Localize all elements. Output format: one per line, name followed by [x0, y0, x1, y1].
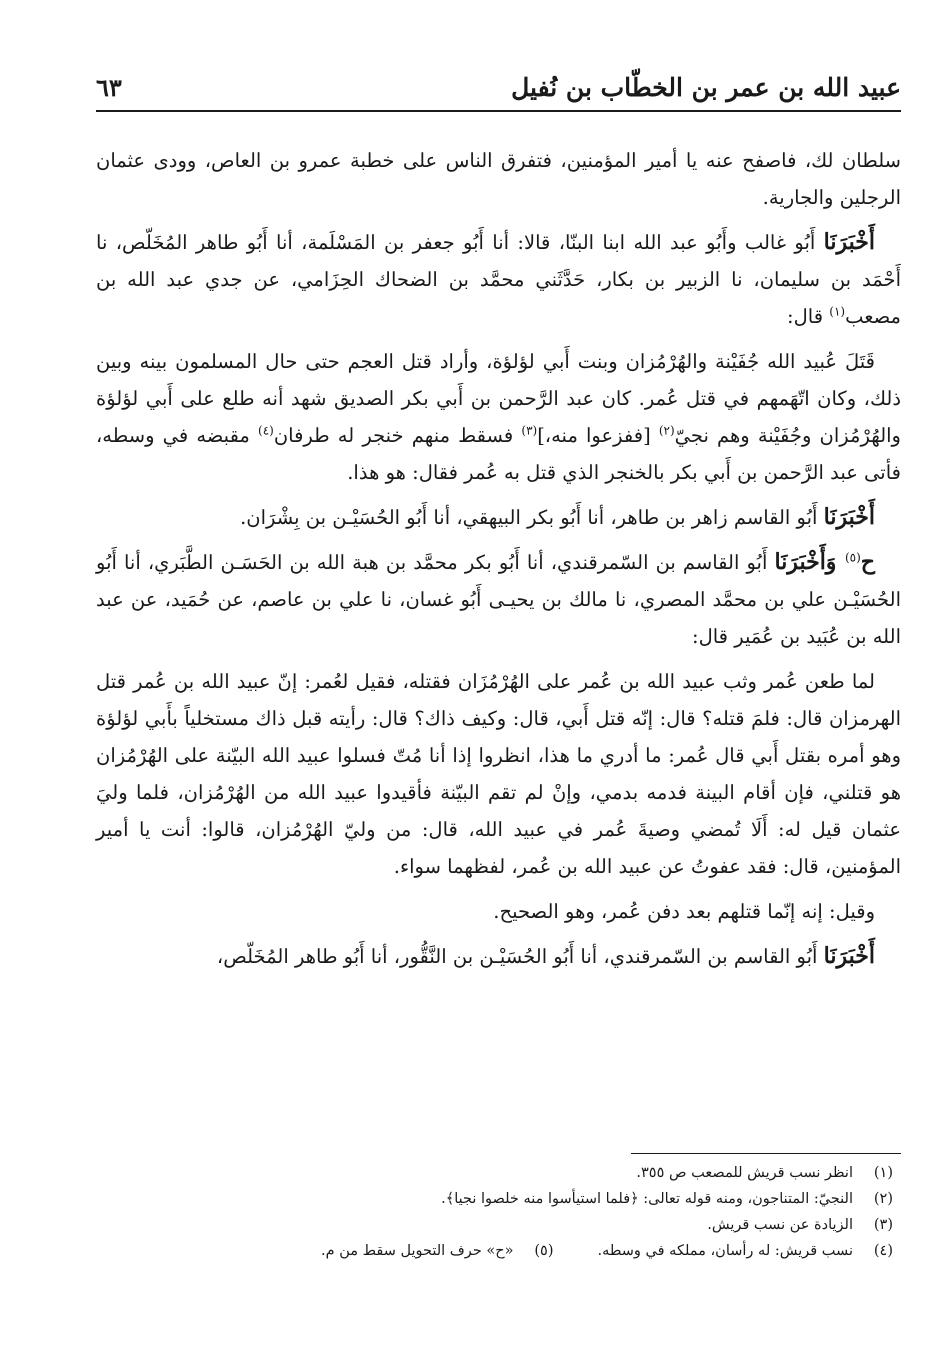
tahwil-mark: ح — [860, 549, 875, 575]
footnote-rule — [631, 1153, 901, 1154]
paragraph — [96, 893, 901, 930]
footnote-item — [598, 1238, 894, 1264]
isnad-lead: أَخْبَرَنَا — [823, 229, 875, 255]
paragraph-text: قال: — [787, 305, 830, 328]
footnotes — [96, 1160, 893, 1264]
paragraph-text: مقبضه في وسطه، فأتى عبد الرَّحمن بن أَبي بكر بالخنجر الذي قتل به عُمر فقال: هو هذا. — [96, 424, 901, 484]
isnad-lead: أَخْبَرَنَا — [823, 504, 875, 530]
footnote-ref[interactable]: (١) — [829, 304, 846, 319]
footnote-text: نسب قريش: له رأسان، مملكه في وسطه. — [597, 1243, 853, 1259]
paragraph-text: فسقط منهم خنجر له طرفان — [273, 424, 522, 447]
footnote-ref[interactable]: (٥) — [844, 550, 861, 565]
page-number: ٦٣ — [96, 73, 122, 102]
footnote-row — [96, 1238, 893, 1264]
paragraph-text: [ففزعوا منه،] — [537, 424, 659, 447]
footnote-ref[interactable]: (٣) — [521, 423, 538, 438]
paragraph-text: أَبُو القاسم بن السّمرقندي، أنا أَبُو الحُسَيْـن بن النَّقُّور، أنا أَبُو طاهر المُخَلّص، — [216, 945, 824, 968]
footnote-item — [321, 1238, 553, 1264]
paragraph — [96, 343, 901, 491]
paragraph-text: سلطان لك، فاصفح عنه يا أمير المؤمنين، فتفرق الناس على خطبة عمرو بن العاص، وودى عثمان الرجلين والجارية. — [96, 149, 901, 209]
paragraph-text: قَتَلَ عُبيد الله جُفَيْنة والهُرْمُزان وبنت أَبي لؤلؤة، وأراد قتل العجم حتى حال المسلمون بينه وبين ذلك، وكان اتّهَمهم في قتل عُمر. كان عبد الرَّحمن بن أَبي بكر الصديق شهد أنه طلع على أَبي لؤلؤة والهُرْمُزان وجُفَيْنة وهم نجيّ — [96, 350, 901, 447]
footnote-ref[interactable]: (٢) — [658, 423, 675, 438]
footnote-ref[interactable]: (٤) — [258, 423, 274, 438]
running-title: عبيد الله بن عمر بن الخطّاب بن نُفيل — [511, 73, 901, 102]
paragraph-text: وقيل: إنه إنّما قتلهم بعد دفن عُمر، وهو الصحيح. — [493, 900, 875, 923]
footnote-text: «ح» حرف التحويل سقط من م. — [321, 1243, 514, 1259]
paragraph-text: أَبُو القاسم بن السّمرقندي، أنا أَبُو بكر محمَّد بن هبة الله بن الحَسَـن الطَّبَري، أنا أَبُو الحُسَيْـن علي بن محمَّد المصري، نا مالك بن يحيـى أَبُو غسان، نا علي بن عاصم، عن حُمَيد، عن عبد الله بن عُبَيد بن عُمَير قال: — [96, 551, 901, 648]
footnote-item — [96, 1160, 893, 1186]
footnote-item — [96, 1212, 893, 1238]
main-text — [96, 142, 901, 983]
paragraph-text: أَبُو القاسم زاهر بن طاهر، أنا أَبُو بكر البيهقي، أنا أَبُو الحُسَيْـن بن بِشْرَان. — [240, 506, 824, 529]
isnad-lead: أَخْبَرَنَا — [823, 943, 875, 969]
footnote-text: الزيادة عن نسب قريش. — [707, 1217, 853, 1233]
paragraph — [96, 499, 901, 536]
header-rule — [96, 110, 901, 112]
footnote-item — [96, 1186, 893, 1212]
paragraph — [96, 663, 901, 885]
footnote-number: (٤) — [873, 1243, 893, 1259]
footnote-number: (٣) — [873, 1217, 893, 1233]
paragraph — [96, 224, 901, 335]
footnote-number: (٥) — [534, 1243, 554, 1259]
paragraph — [96, 938, 901, 975]
page-header — [96, 62, 901, 102]
isnad-lead: وَأَخْبَرَنَا — [774, 549, 845, 575]
footnote-number: (٢) — [873, 1191, 893, 1207]
paragraph-text: لما طعن عُمر وثب عبيد الله بن عُمر على الهُرْمُزَان فقتله، فقيل لعُمر: إنّ عبيد الله بن عُمر قتل الهرمزان قال: فلمَ قتله؟ قال: إنّه قتل أَبي، قال: وكيف ذاك؟ قال: رأيته قبل ذاك مستخلياً بأَبي لؤلؤة وهو أمره بقتل أَبي قال عُمر: ما أدري ما هذا، انظروا إذا أنا مُتّ فسلوا عبيد الله البيّنة على الهُرْمُزان هو قتلني، فإن أقام البينة فدمه بدمي، وإنْ لم تقم البيّنة فأقيدوا عبيد الله من الهُرْمُزان، فلما وليَ عثمان قيل له: أَلَا تُمضي وصيةَ عُمر في عبيد الله، قال: من وليّ الهُرْمُزان، قالوا: أنت يا أمير المؤمنين، قال: فقد عفوتُ عن عبيد الله بن عُمر، لفظهما سواء. — [96, 670, 901, 878]
footnote-text: النجيّ: المتناجون، ومنه قوله تعالى: ﴿فلما استيأسوا منه خلصوا نجيا﴾. — [441, 1191, 853, 1207]
footnote-text: انظر نسب قريش للمصعب ص ٣٥٥. — [636, 1165, 853, 1181]
paragraph-text: أَبُو غالب وأَبُو عبد الله ابنا البنّا، قالا: أنا أَبُو جعفر بن المَسْلَمة، أنا أَبُو طاهر المُخَلّص، نا أَحْمَد بن سليمان، نا الزبير بن بكار، حَدَّثَني محمَّد بن الضحاك الحِزَامي، عن جدي عبد الله بن مصعب — [96, 231, 901, 328]
paragraph — [96, 142, 901, 216]
paragraph — [96, 544, 901, 655]
footnote-number: (١) — [873, 1165, 893, 1181]
